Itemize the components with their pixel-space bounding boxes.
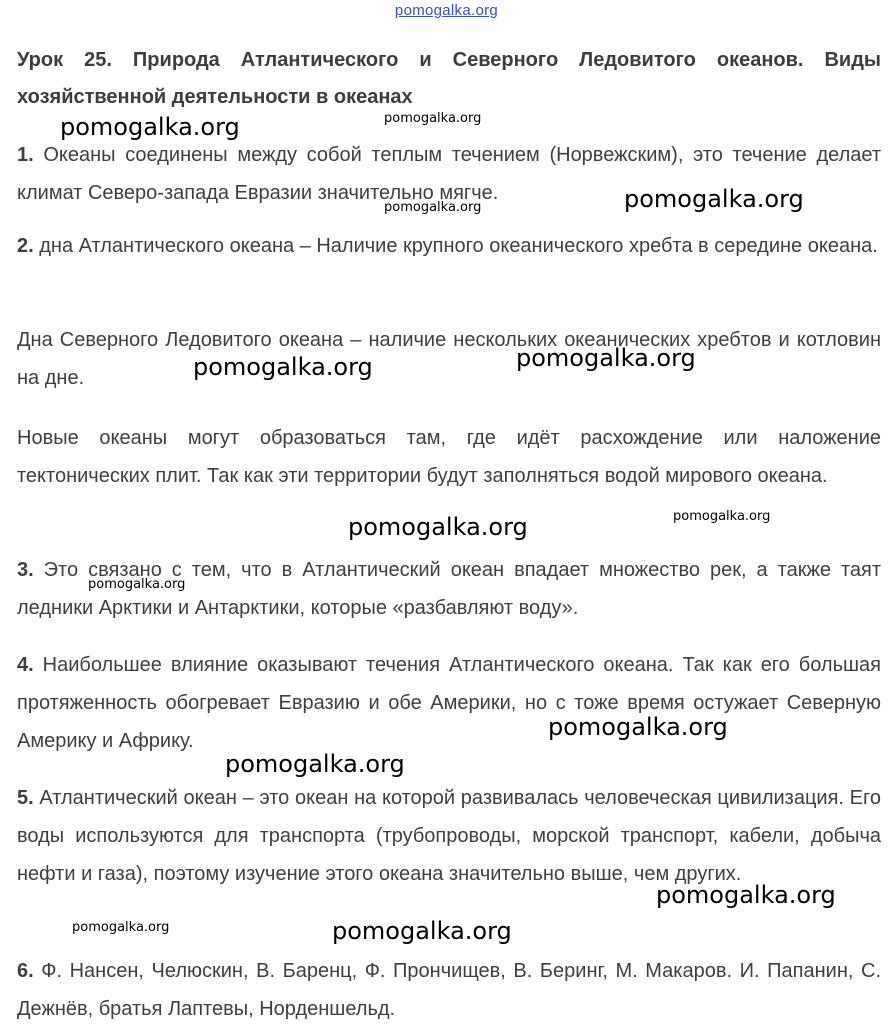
answer-text: Ф. Нансен, Челюскин, В. Баренц, Ф. Прончищев, В. Беринг, М. Макаров. И. Папанин, С. Дежнёв, братья Лаптевы, Норденшельд. (17, 960, 881, 1020)
watermark: pomogalka.org (673, 509, 771, 524)
answer-text: Дна Северного Ледовитого океана – наличие нескольких океанических хребтов и котловин на дне. (17, 329, 881, 389)
watermark: pomogalka.org (193, 353, 373, 381)
answer-text: Наибольшее влияние оказывают течения Атлантического океана. Так как его большая протяженность обогревает Евразию и обе Америки, но с тоже время остужает Северную Америку и Африку. (17, 654, 881, 752)
watermark: pomogalka.org (332, 917, 512, 945)
answer-2-new-oceans (17, 419, 881, 495)
answer-text: Океаны соединены между собой теплым течением (Норвежским), это течение делает климат Северо-запада Евразии значительно мягче. (17, 144, 881, 204)
answer-5 (17, 779, 881, 893)
answer-number: 5. (17, 787, 34, 809)
watermark: pomogalka.org (656, 881, 836, 909)
answer-text: Это связано с тем, что в Атлантический океан впадает множество рек, а также таят ледники Арктики и Антарктики, которые «разбавляют воду». (17, 559, 881, 619)
page-title: Урок 25. Природа Атлантического и Северного Ледовитого океанов. Виды хозяйственной деятельности в океанах (17, 49, 881, 108)
answer-text: Новые океаны могут образоваться там, где идёт расхождение или наложение тектонических плит. Так как эти территории будут заполняться водой мирового океана. (17, 427, 881, 487)
answer-6 (17, 952, 881, 1028)
answer-number: 6. (17, 960, 34, 982)
answer-number: 3. (17, 559, 34, 581)
watermark: pomogalka.org (60, 113, 240, 141)
watermark: pomogalka.org (548, 713, 728, 741)
watermark: pomogalka.org (384, 111, 482, 126)
site-link[interactable]: pomogalka.org (394, 2, 499, 19)
answer-4 (17, 646, 881, 760)
answer-number: 2. (17, 235, 34, 257)
watermark: pomogalka.org (225, 750, 405, 778)
watermark: pomogalka.org (348, 513, 528, 541)
answer-text: Атлантический океан – это океан на которой развивалась человеческая цивилизация. Его воды используются для транспорта (трубопроводы, морской транспорт, кабели, добыча нефти и газа), поэтому изучение этого океана значительно выше, чем других. (17, 787, 881, 885)
answer-number: 1. (17, 144, 34, 166)
watermark: pomogalka.org (516, 344, 696, 372)
answer-number: 4. (17, 654, 34, 676)
answer-2 (17, 227, 881, 265)
watermark: pomogalka.org (384, 200, 482, 215)
watermark: pomogalka.org (72, 920, 170, 935)
watermark: pomogalka.org (624, 185, 804, 213)
answer-text: дна Атлантического океана – Наличие крупного океанического хребта в середине океана. (33, 235, 878, 257)
answer-2-ocean-floor (17, 321, 881, 397)
watermark: pomogalka.org (88, 577, 186, 592)
